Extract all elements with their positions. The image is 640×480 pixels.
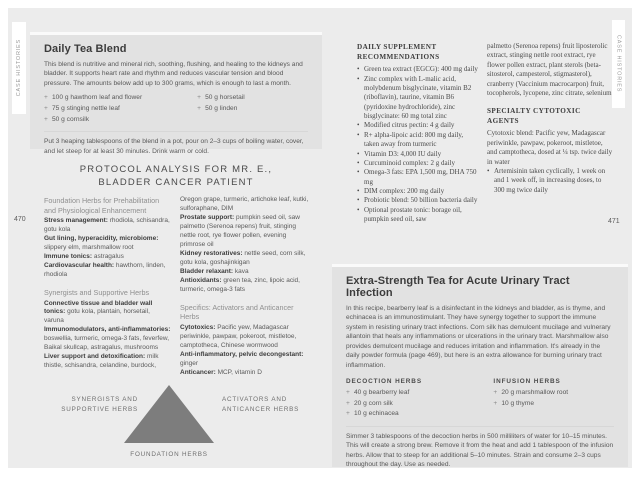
entry-text: ginger bbox=[180, 359, 199, 367]
triangle-label-bottom: FOUNDATION HERBS bbox=[130, 451, 208, 458]
protocol-headline bbox=[30, 163, 322, 190]
supplement-item bbox=[357, 196, 479, 205]
bullet-marker: • bbox=[357, 187, 360, 196]
tea-box-instructions: Put 3 heaping tablespoons of the blend in a pot, pour on 2–3 cups of boiling water, cover, and let steep for at least 30 minutes. Drink warm or cold. bbox=[44, 138, 304, 155]
bullet-marker: • bbox=[357, 158, 360, 167]
bullet-marker: • bbox=[357, 65, 360, 74]
entry-label: Stress management: bbox=[44, 217, 108, 225]
supplement-text: Zinc complex with L-malic acid, molybdenum bisglycinate, vitamin B2 (riboflavin), taurine, vitamin B6 (pyridoxine hydrochloride), zinc bisglycinate: 60 mg total zinc bbox=[364, 74, 472, 121]
supplement-item bbox=[357, 150, 479, 159]
section-subhead: Foundation Herbs for Prehabilitation and Physiological Enhancement bbox=[44, 196, 160, 215]
decoction-list bbox=[346, 388, 493, 420]
headline-line-1: PROTOCOL ANALYSIS FOR MR. E., bbox=[79, 164, 273, 175]
supplement-item bbox=[357, 168, 479, 187]
plus-marker: + bbox=[197, 94, 201, 102]
bullet-marker: • bbox=[357, 121, 360, 130]
bullet-marker: • bbox=[487, 166, 490, 175]
entry-label: Bladder relaxant: bbox=[180, 267, 234, 275]
ingredient-item bbox=[197, 93, 308, 104]
infusion-header: INFUSION HERBS bbox=[493, 377, 561, 385]
entry-text: green tea, zinc, lipoic acid, turmeric, omega-3 fats bbox=[180, 276, 300, 293]
plus-marker: + bbox=[346, 388, 350, 396]
supplement-continuation: palmetto (Serenoa repens) fruit liposterolic extract, stinging nettle root extract, rye flower pollen extract, plant sterols (beta-sitosterol, campesterol, stigmasterol), cranberry (Vaccinium macrocarpon) fruit, tocopherols, lycopene, zinc citrate, selenium bbox=[487, 42, 612, 97]
infusion-text: 10 g thyme bbox=[501, 399, 535, 407]
decoction-item bbox=[346, 399, 493, 410]
supplement-item bbox=[357, 65, 479, 74]
ingredient-text: 50 g cornsilk bbox=[52, 115, 90, 123]
infusion-column bbox=[493, 378, 614, 420]
cytotoxic-item bbox=[487, 167, 613, 195]
ingredient-text: 75 g stinging nettle leaf bbox=[52, 104, 120, 112]
uti-tea-box bbox=[332, 264, 628, 467]
entry-text: kava bbox=[234, 267, 249, 275]
decoction-text: 10 g echinacea bbox=[354, 410, 399, 418]
headline-line-2: BLADDER CANCER PATIENT bbox=[98, 177, 254, 189]
herb-entry-list bbox=[180, 214, 311, 295]
herb-entry-list bbox=[180, 324, 311, 378]
spacer bbox=[44, 280, 171, 288]
cytotoxic-header: SPECIALTY CYTOTOXIC AGENTS bbox=[487, 107, 581, 126]
entry-label: Cardiovascular health: bbox=[44, 262, 115, 269]
page-number-left: 470 bbox=[14, 216, 26, 223]
entry-text: hawthorn, linden, rhodiola bbox=[44, 262, 166, 278]
supplement-text: Green tea extract (EGCG): 400 mg daily bbox=[364, 65, 478, 74]
supplement-text: Vitamin D3: 4,000 IU daily bbox=[364, 149, 442, 158]
tea-ingredient-list-1 bbox=[44, 93, 197, 125]
supplement-list bbox=[357, 65, 479, 224]
entry-label: Prostate support: bbox=[180, 213, 235, 221]
plus-marker: + bbox=[346, 399, 350, 407]
entry-text: rhodiola, schisandra, gotu kola bbox=[44, 217, 170, 234]
herb-entry bbox=[44, 353, 171, 371]
supplement-text: Omega-3 fats: EPA 1,500 mg, DHA 750 mg bbox=[364, 168, 477, 186]
infusion-item bbox=[493, 399, 614, 410]
bullet-marker: • bbox=[357, 196, 360, 205]
herb-entry bbox=[180, 268, 311, 277]
plus-marker: + bbox=[197, 104, 201, 112]
ingredient-item bbox=[44, 115, 197, 126]
decoction-text: 40 g bearberry leaf bbox=[354, 388, 410, 396]
protocol-column-2 bbox=[180, 196, 311, 378]
tea-box-intro: This blend is nutritive and mineral rich, soothing, flushing, and healing to the kidneys and bladder. It supports heart rate and rhythm and reduces vascular tension and blood pressure. The amounts below add up to 300 grams, which is enough to last a month. bbox=[44, 61, 303, 87]
plus-marker: + bbox=[44, 94, 48, 102]
entry-label: Kidney restoratives: bbox=[180, 249, 243, 257]
cytotoxic-text: Artemisinin taken cyclically, 1 week on and 1 week off, in increasing doses, to 300 mg twice daily bbox=[494, 166, 606, 194]
section-subhead: Synergists and Supportive Herbs bbox=[44, 287, 150, 297]
herb-entry bbox=[44, 262, 171, 280]
herb-entry bbox=[180, 277, 311, 295]
herb-entry bbox=[44, 217, 171, 235]
cytotoxic-list bbox=[487, 167, 613, 195]
decoction-header: DECOCTION HERBS bbox=[346, 377, 422, 385]
left-tab-label: CASE HISTORIES bbox=[16, 39, 22, 97]
supplement-text: Optional prostate tonic: borage oil, pumpkin seed oil, saw bbox=[364, 205, 462, 224]
protocol-column-1 bbox=[44, 196, 171, 371]
tea-ingredient-columns bbox=[44, 93, 308, 125]
page-number-right: 471 bbox=[608, 218, 620, 225]
supplement-item bbox=[357, 121, 479, 130]
herb-entry bbox=[180, 351, 311, 369]
entry-label: Cytotoxics: bbox=[180, 323, 216, 331]
entry-label: Anticancer: bbox=[180, 368, 216, 376]
entry-text: astragalus bbox=[93, 253, 124, 261]
bullet-marker: • bbox=[357, 168, 360, 177]
entry-label: Immune tonics: bbox=[44, 253, 93, 261]
entry-text: pumpkin seed oil, saw palmetto (Serenoa repens) fruit, stinging nettle root, rye flower pollen, evening primrose oil bbox=[180, 213, 300, 248]
cytotoxic-paragraph: Cytotoxic blend: Pacific yew, Madagascar periwinkle, pawpaw, pokeroot, mistletoe, and camptotheca, dosed at ¼ tsp. twice daily in water bbox=[487, 129, 613, 166]
supplement-header: DAILY SUPPLEMENT RECOMMENDATIONS bbox=[357, 43, 440, 62]
entry-label: Connective tissue and bladder wall tonics: bbox=[44, 299, 153, 316]
uti-box-instructions: Simmer 3 tablespoons of the decoction herbs in 500 milliliters of water for 10–15 minutes. This will create a strong brew. Remove it from the heat and add 1 tablespoon of the infusion herbs. Allow that to steep for an additional 5–10 minutes. Strain and consume 2–3 cups throughout the day. Use as needed. bbox=[346, 432, 614, 469]
supplement-item bbox=[357, 187, 479, 196]
daily-tea-blend-box bbox=[30, 32, 322, 155]
infusion-item bbox=[493, 388, 614, 399]
ingredient-text: 50 g linden bbox=[205, 104, 238, 112]
continuation-text: Oregon grape, turmeric, artichoke leaf, kutki, sulforaphane, DIM bbox=[180, 196, 309, 212]
uti-herb-columns bbox=[346, 378, 614, 420]
ingredient-text: 100 g hawthorn leaf and flower bbox=[52, 94, 143, 102]
entry-text: milk thistle, schisandra, celandine, burdock, bbox=[44, 353, 159, 370]
supplement-column-2 bbox=[487, 42, 613, 195]
bullet-marker: • bbox=[357, 205, 360, 214]
supplement-item bbox=[357, 159, 479, 168]
ingredient-text: 50 g horsetail bbox=[205, 94, 245, 102]
decoction-text: 20 g corn silk bbox=[354, 399, 393, 407]
herb-entry-list bbox=[44, 300, 171, 372]
decoction-item bbox=[346, 409, 493, 420]
right-tab-label: CASE HISTORIES bbox=[615, 35, 622, 93]
entry-label: Gut lining, hyperacidity, microbiome: bbox=[44, 235, 159, 243]
herb-entry bbox=[180, 214, 311, 250]
supplement-column-1 bbox=[357, 42, 479, 225]
herb-entry bbox=[44, 326, 171, 353]
supplement-text: R+ alpha-lipoic acid: 800 mg daily, taken away from turmeric bbox=[364, 130, 464, 149]
decoction-column bbox=[346, 378, 493, 420]
plus-marker: + bbox=[493, 388, 498, 396]
bullet-marker: • bbox=[357, 149, 360, 158]
supplement-text: Modified citrus pectin: 4 g daily bbox=[364, 121, 455, 130]
entry-text: boswellia, turmeric, omega-3 fats, feverfew, Baikal skullcap, astragalus, mushrooms bbox=[44, 335, 169, 352]
uti-box-title: Extra-Strength Tea for Acute Urinary Tract Infection bbox=[346, 275, 570, 299]
plus-marker: + bbox=[493, 399, 498, 407]
supplement-text: Probiotic blend: 50 billion bacteria daily bbox=[364, 196, 478, 205]
tea-box-title: Daily Tea Blend bbox=[44, 43, 127, 55]
herb-entry bbox=[44, 300, 171, 327]
entry-label: Anti-inflammatory, pelvic decongestant: bbox=[180, 350, 304, 358]
bullet-marker: • bbox=[357, 74, 360, 83]
herb-entry bbox=[44, 253, 171, 262]
ingredient-item bbox=[44, 93, 197, 104]
decoction-item bbox=[346, 388, 493, 399]
entry-text: slippery elm, marshmallow root bbox=[44, 244, 134, 252]
herb-entry bbox=[44, 235, 171, 253]
herb-entry bbox=[180, 369, 311, 378]
supplement-item bbox=[357, 131, 479, 150]
entry-text: Pacific yew, Madagascar periwinkle, pawpaw, pokeroot, mistletoe, camptotheca, Chinese wormwood bbox=[180, 323, 297, 349]
section-subhead: Specifics: Activators and Anticancer Herbs bbox=[180, 302, 294, 322]
plus-marker: + bbox=[44, 115, 48, 123]
ingredient-item bbox=[44, 104, 197, 115]
herb-entry bbox=[180, 324, 311, 351]
triangle-label-right: ACTIVATORS AND ANTICANCER HERBS bbox=[222, 396, 300, 413]
divider bbox=[346, 426, 614, 427]
infusion-text: 20 g marshmallow root bbox=[501, 388, 569, 396]
bullet-marker: • bbox=[357, 130, 360, 139]
triangle-label-left: SYNERGISTS AND SUPPORTIVE HERBS bbox=[61, 396, 138, 413]
spacer bbox=[180, 295, 311, 303]
entry-text: MCP, vitamin D bbox=[217, 368, 262, 376]
supplement-item bbox=[357, 206, 479, 225]
supplement-text: Curcuminoid complex: 2 g daily bbox=[364, 158, 455, 167]
divider bbox=[44, 131, 308, 132]
entry-label: Liver support and detoxification: bbox=[44, 353, 146, 361]
tea-ingredient-list-2 bbox=[197, 93, 308, 125]
plus-marker: + bbox=[44, 104, 48, 112]
herb-entry bbox=[180, 250, 311, 268]
supplement-text: DIM complex: 200 mg daily bbox=[364, 187, 445, 196]
entry-label: Antioxidants: bbox=[180, 276, 222, 284]
herb-entry-list bbox=[44, 217, 171, 280]
entry-text: nettle seed, corn silk, gotu kola, goshajinkigan bbox=[180, 249, 306, 266]
supplement-item bbox=[357, 75, 479, 122]
ingredient-item bbox=[197, 104, 308, 115]
spacer bbox=[487, 98, 613, 106]
left-edge-tab bbox=[12, 22, 26, 114]
plus-marker: + bbox=[346, 410, 350, 418]
infusion-list bbox=[493, 388, 614, 409]
entry-text: gotu kola, plantain, horsetail, varuna bbox=[44, 308, 150, 325]
entry-label: Immunomodulators, anti-inflammatories: bbox=[44, 326, 171, 334]
uti-box-intro: In this recipe, bearberry leaf is a disinfectant in the kidneys and bladder, as is thyme, and echinacea is an immunostimulant. They have synergy together to support the immune system in resisting urinary tract infections. Corn silk has demulcent mucilage and vulnerary allantoin that heals any inflammations or ulcerations in the urinary tract. Marshmallow also provides demulcent mucilage and reduces irritation and inflammation. It's already in the daily powder formula (page 469), but here is an extra allowance for burning urinary tract inflammation. bbox=[346, 305, 611, 369]
right-edge-tab bbox=[612, 20, 625, 108]
